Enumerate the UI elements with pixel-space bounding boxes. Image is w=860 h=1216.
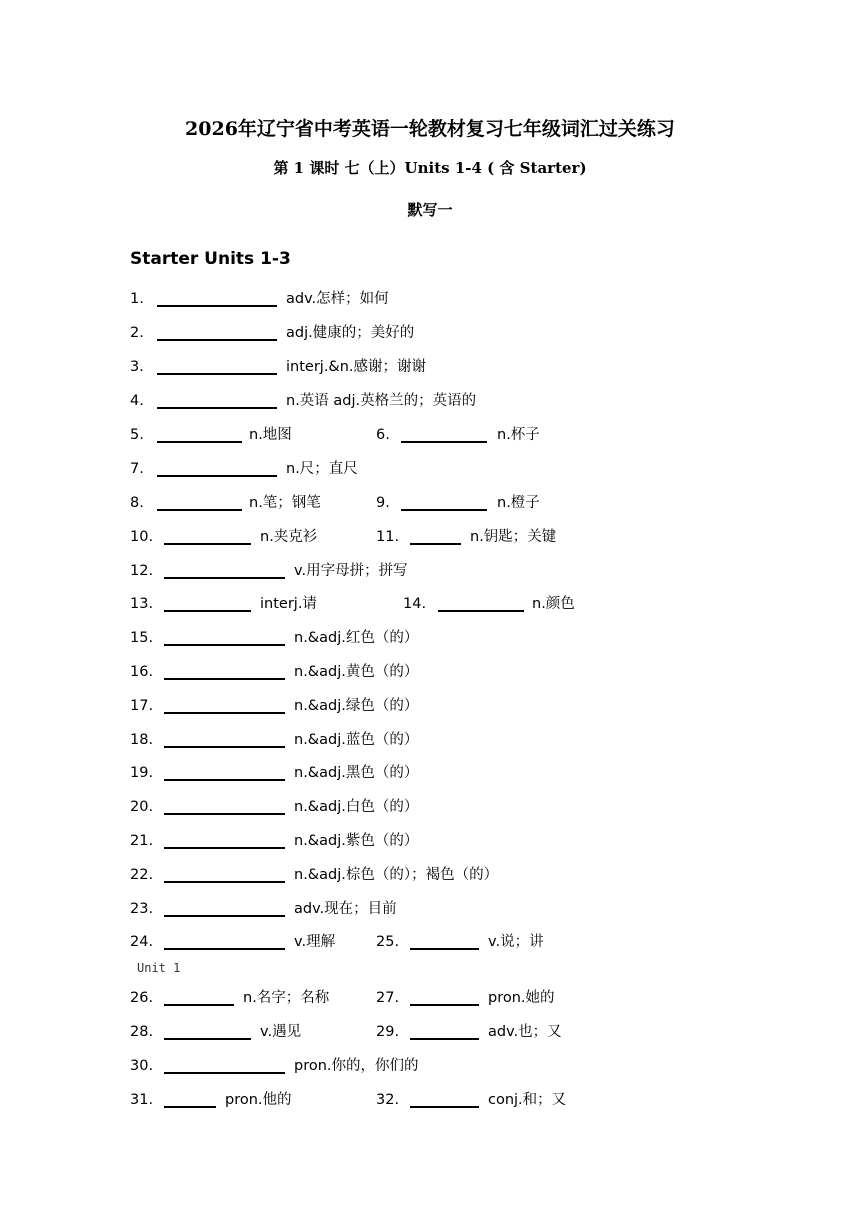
item-definition: n.尺；直尺 xyxy=(286,461,358,477)
answer-blank[interactable] xyxy=(164,543,251,545)
item-number: 8. xyxy=(130,495,144,511)
item-definition: n.橙子 xyxy=(497,495,540,511)
answer-blank[interactable] xyxy=(157,339,277,341)
answer-blank[interactable] xyxy=(157,305,277,307)
answer-blank[interactable] xyxy=(164,712,285,714)
item-number: 1. xyxy=(130,291,144,307)
item-number: 2. xyxy=(130,325,144,341)
answer-blank[interactable] xyxy=(164,948,285,950)
item-number: 18. xyxy=(130,732,154,748)
item-number: 14. xyxy=(403,596,427,612)
item-definition: n.&adj.蓝色（的） xyxy=(294,732,419,748)
answer-blank[interactable] xyxy=(157,509,242,511)
item-definition: v.说；讲 xyxy=(488,934,544,950)
answer-blank[interactable] xyxy=(164,577,285,579)
item-definition: n.笔；钢笔 xyxy=(249,495,321,511)
item-number: 22. xyxy=(130,867,154,883)
answer-blank[interactable] xyxy=(157,475,277,477)
item-number: 25. xyxy=(376,934,400,950)
item-number: 3. xyxy=(130,359,144,375)
item-number: 5. xyxy=(130,427,144,443)
answer-blank[interactable] xyxy=(164,881,285,883)
item-number: 24. xyxy=(130,934,154,950)
unit-label: Unit 1 xyxy=(137,961,181,975)
document-title: 2026年辽宁省中考英语一轮教材复习七年级词汇过关练习 xyxy=(185,118,675,140)
item-number: 9. xyxy=(376,495,390,511)
answer-blank[interactable] xyxy=(164,779,285,781)
item-definition: pron.她的 xyxy=(488,990,555,1006)
item-number: 21. xyxy=(130,833,154,849)
section-heading: Starter Units 1-3 xyxy=(130,249,291,269)
item-number: 26. xyxy=(130,990,154,1006)
answer-blank[interactable] xyxy=(157,407,277,409)
item-number: 10. xyxy=(130,529,154,545)
item-definition: adv.也；又 xyxy=(488,1024,562,1040)
item-number: 4. xyxy=(130,393,144,409)
item-number: 19. xyxy=(130,765,154,781)
item-number: 20. xyxy=(130,799,154,815)
item-definition: n.地图 xyxy=(249,427,292,443)
item-definition: interj.&n.感谢；谢谢 xyxy=(286,359,427,375)
item-definition: v.遇见 xyxy=(260,1024,302,1040)
item-definition: n.&adj.红色（的） xyxy=(294,630,419,646)
item-number: 7. xyxy=(130,461,144,477)
item-definition: interj.请 xyxy=(260,596,317,612)
item-number: 32. xyxy=(376,1092,400,1108)
item-number: 29. xyxy=(376,1024,400,1040)
item-definition: n.名字；名称 xyxy=(243,990,330,1006)
item-number: 16. xyxy=(130,664,154,680)
item-definition: adj.健康的；美好的 xyxy=(286,325,415,341)
item-definition: adv.现在；目前 xyxy=(294,901,397,917)
lesson-subtitle: 第 1 课时 七（上）Units 1-4 ( 含 Starter) xyxy=(273,159,587,177)
answer-blank[interactable] xyxy=(410,1106,479,1108)
item-number: 6. xyxy=(376,427,390,443)
answer-blank[interactable] xyxy=(410,1038,479,1040)
answer-blank[interactable] xyxy=(164,915,285,917)
item-definition: pron.你的，你们的 xyxy=(294,1058,419,1074)
item-definition: n.&adj.白色（的） xyxy=(294,799,419,815)
answer-blank[interactable] xyxy=(164,1106,216,1108)
item-definition: n.&adj.黄色（的） xyxy=(294,664,419,680)
answer-blank[interactable] xyxy=(410,1004,479,1006)
item-definition: adv.怎样；如何 xyxy=(286,291,389,307)
item-definition: n.&adj.棕色（的）；褐色（的） xyxy=(294,867,499,883)
item-definition: conj.和；又 xyxy=(488,1092,567,1108)
item-number: 23. xyxy=(130,901,154,917)
item-number: 30. xyxy=(130,1058,154,1074)
item-definition: n.夹克衫 xyxy=(260,529,318,545)
item-definition: v.理解 xyxy=(294,934,336,950)
item-definition: n.颜色 xyxy=(532,596,575,612)
item-number: 17. xyxy=(130,698,154,714)
item-definition: n.杯子 xyxy=(497,427,540,443)
answer-blank[interactable] xyxy=(410,543,461,545)
dictation-heading: 默写一 xyxy=(407,201,453,219)
answer-blank[interactable] xyxy=(157,441,242,443)
answer-blank[interactable] xyxy=(164,644,285,646)
item-number: 12. xyxy=(130,563,154,579)
item-number: 13. xyxy=(130,596,154,612)
item-number: 28. xyxy=(130,1024,154,1040)
answer-blank[interactable] xyxy=(164,746,285,748)
item-number: 11. xyxy=(376,529,400,545)
item-definition: pron.他的 xyxy=(225,1092,292,1108)
item-definition: n.钥匙；关键 xyxy=(470,529,557,545)
answer-blank[interactable] xyxy=(164,1004,234,1006)
item-definition: v.用字母拼；拼写 xyxy=(294,563,408,579)
answer-blank[interactable] xyxy=(410,948,479,950)
answer-blank[interactable] xyxy=(157,373,277,375)
answer-blank[interactable] xyxy=(164,813,285,815)
item-definition: n.&adj.绿色（的） xyxy=(294,698,419,714)
answer-blank[interactable] xyxy=(401,509,487,511)
answer-blank[interactable] xyxy=(401,441,487,443)
answer-blank[interactable] xyxy=(164,847,285,849)
answer-blank[interactable] xyxy=(164,678,285,680)
item-number: 15. xyxy=(130,630,154,646)
item-number: 31. xyxy=(130,1092,154,1108)
item-definition: n.&adj.黑色（的） xyxy=(294,765,419,781)
item-number: 27. xyxy=(376,990,400,1006)
item-definition: n.&adj.紫色（的） xyxy=(294,833,419,849)
answer-blank[interactable] xyxy=(164,1072,285,1074)
answer-blank[interactable] xyxy=(164,1038,251,1040)
answer-blank[interactable] xyxy=(438,610,524,612)
answer-blank[interactable] xyxy=(164,610,251,612)
item-definition: n.英语 adj.英格兰的；英语的 xyxy=(286,393,477,409)
